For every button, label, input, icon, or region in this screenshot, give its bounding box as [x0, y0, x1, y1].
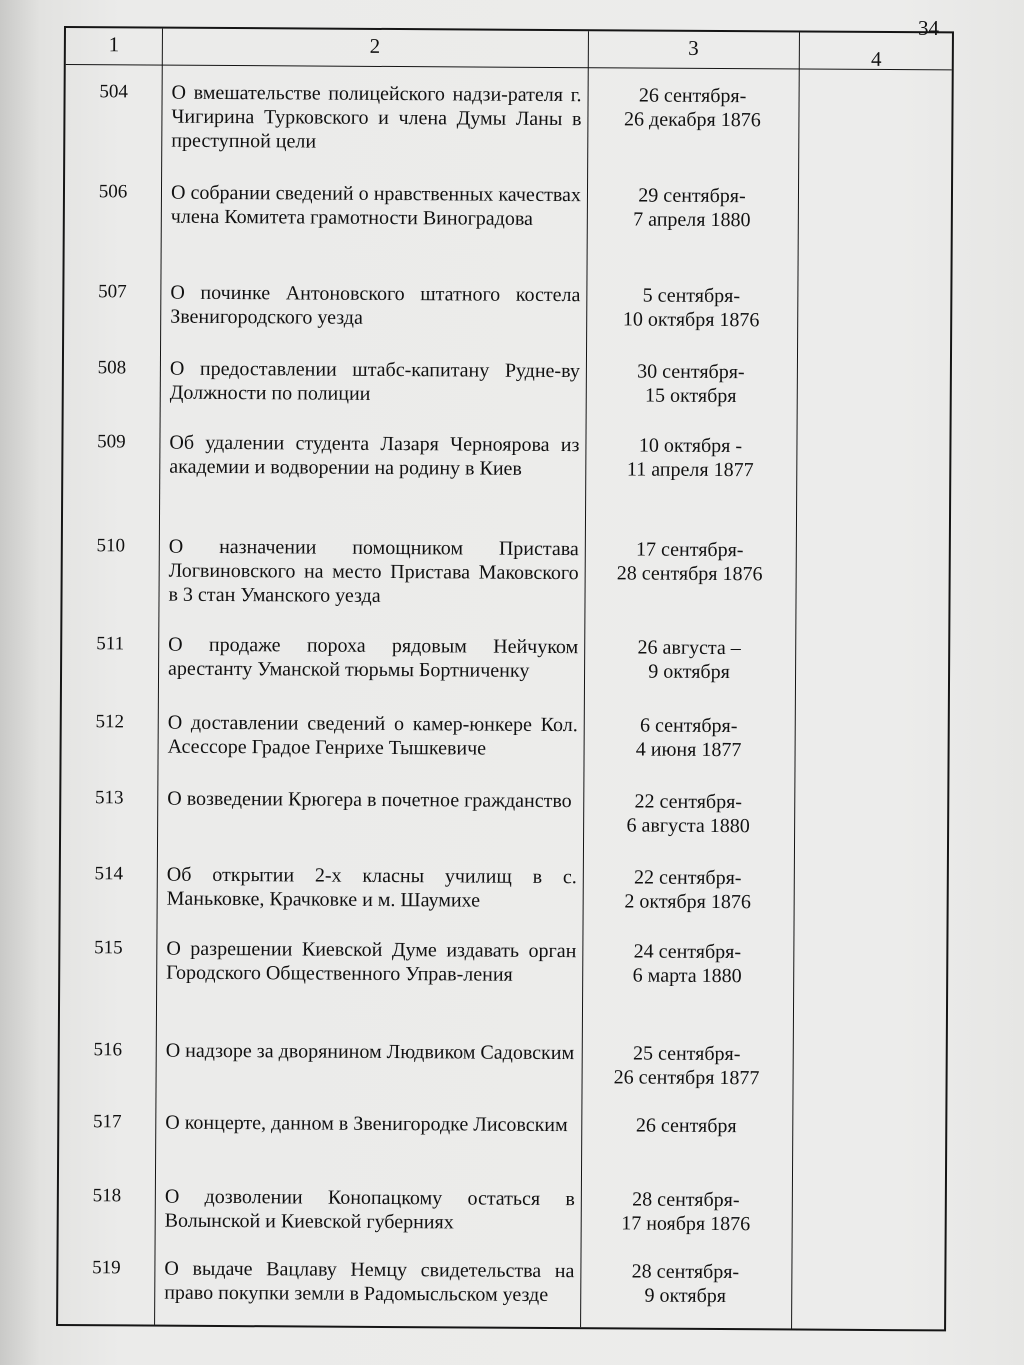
register-table [56, 26, 954, 1331]
record-dates [587, 283, 795, 332]
column-header-4: 4 [870, 46, 882, 71]
record-title: О вмешательстве полицейского надзи-рателя г. Чигирина Турковского и члена Думы Ланы в преступной цели [171, 81, 582, 153]
date-end: 2 октября 1876 [624, 890, 751, 914]
date-start: 29 сентября- [638, 184, 746, 208]
record-dates [582, 1187, 790, 1236]
date-start: 22 сентября- [634, 866, 742, 890]
table-row [58, 1256, 945, 1351]
record-title: О надзоре за дворянином Людвиком Садовским [165, 1039, 575, 1065]
date-end: 6 августа 1880 [626, 814, 750, 838]
date-end: 7 апреля 1880 [633, 208, 751, 232]
table-row [65, 80, 952, 175]
record-number: 511 [96, 633, 125, 655]
date-start: 26 августа – [637, 636, 741, 660]
record-dates [583, 939, 791, 988]
record-number: 506 [98, 181, 128, 203]
table-row [63, 430, 950, 525]
record-number: 504 [99, 81, 128, 103]
record-number: 509 [97, 431, 126, 453]
table-row [65, 180, 952, 275]
record-title: О продаже пороха рядовым Нейчуком арестанту Уманской тюрьмы Бортниченку [168, 633, 579, 682]
record-number: 515 [94, 937, 123, 959]
table-body [66, 80, 952, 1308]
date-end: 9 октября [644, 1284, 727, 1308]
record-number: 508 [97, 357, 127, 379]
column-header-3: 3 [688, 35, 699, 60]
record-title: О назначении помощником Пристава Логвиновского на место Пристава Маковского в 3 стан Уманского уезда [168, 535, 579, 607]
date-start: 26 сентября- [638, 84, 747, 108]
date-start: 25 сентября- [632, 1042, 741, 1066]
record-title: О выдаче Вацлаву Немцу свидетельства на право покупки земли в Радомысльском уезде [164, 1257, 575, 1306]
record-number: 516 [93, 1039, 123, 1061]
record-dates [581, 1259, 789, 1308]
date-end: 10 октября 1876 [622, 308, 760, 332]
table-row [62, 534, 949, 629]
date-start: 24 сентября- [633, 940, 742, 964]
date-start: 10 октября - [638, 434, 743, 458]
record-title: О возведении Крюгера в почетное гражданство [167, 787, 572, 813]
date-end: 11 апреля 1877 [626, 458, 754, 482]
record-number: 512 [95, 711, 125, 733]
date-end: 17 ноября 1876 [621, 1212, 751, 1236]
record-title: О собрании сведений о нравственных качествах члена Комитета грамотности Виноградова [170, 181, 582, 230]
date-start: 28 сентября- [631, 1260, 740, 1284]
date-end: 6 марта 1880 [632, 964, 742, 988]
record-title: О концерте, данном в Звенигородке Лисовским [165, 1111, 568, 1137]
column-header-1: 1 [108, 32, 120, 57]
record-dates [586, 433, 794, 482]
record-number: 513 [94, 787, 124, 809]
record-dates [588, 83, 796, 132]
record-number: 518 [92, 1185, 122, 1207]
record-title: Об удалении студента Лазаря Черноярова из академии и водворении на родину в Киев [169, 431, 580, 480]
date-start: 26 сентября [635, 1114, 737, 1138]
record-dates [588, 183, 796, 232]
record-dates [584, 789, 792, 838]
date-end: 4 июня 1877 [635, 738, 742, 762]
record-dates [587, 359, 795, 408]
record-title: О починке Антоновского штатного костела Звенигородского уезда [170, 281, 581, 329]
date-end: 26 сентября 1877 [613, 1066, 760, 1090]
date-start: 6 сентября- [639, 714, 738, 738]
date-end: 28 сентября 1876 [616, 562, 763, 586]
record-dates [586, 537, 794, 586]
record-number: 507 [98, 281, 127, 303]
date-start: 30 сентября- [637, 360, 745, 384]
date-end: 9 октября [648, 660, 730, 684]
record-title: О доставлении сведений о камер-юнкере Кол. Асессоре Градое Генрихе Тышкевиче [167, 711, 578, 760]
record-dates [584, 865, 792, 914]
date-start: 22 сентября- [634, 790, 743, 814]
table-row [60, 936, 947, 1031]
record-dates [583, 1041, 791, 1090]
column-header-2: 2 [369, 33, 381, 58]
record-number: 517 [92, 1111, 122, 1133]
record-title: О разрешении Киевской Думе издавать орган Городского Общественного Управ-ления [166, 937, 577, 986]
record-dates [585, 713, 793, 762]
record-dates [582, 1113, 790, 1138]
date-start: 5 сентября- [642, 284, 741, 308]
page-number: 34 [918, 16, 939, 40]
record-number: 510 [96, 535, 126, 557]
record-number: 514 [94, 863, 124, 885]
date-end: 26 декабря 1876 [624, 108, 761, 132]
record-title: О предоставлении штабс-капитану Рудне-ву Должности по полиции [169, 357, 580, 405]
date-start: 17 сентября- [636, 538, 744, 562]
record-title: О дозволении Конопацкому остаться в Волынской и Киевской губерниях [164, 1185, 575, 1234]
record-title: Об открытии 2-х класны училищ в с. Маньковке, Крачковке и м. Шаумихе [166, 863, 577, 912]
date-start: 28 сентября- [632, 1188, 740, 1212]
date-end: 15 октября [644, 384, 737, 408]
record-dates [585, 635, 793, 684]
record-number: 519 [92, 1257, 121, 1279]
